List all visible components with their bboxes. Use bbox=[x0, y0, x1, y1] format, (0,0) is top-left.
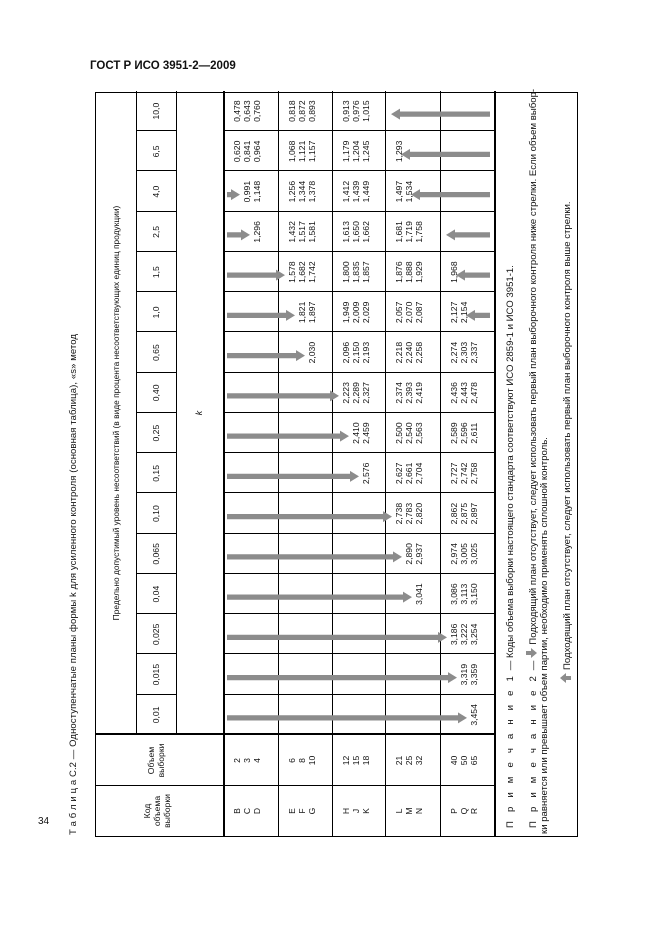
k-value: 1,256 bbox=[287, 180, 297, 203]
k-value: 2,393 bbox=[404, 382, 414, 404]
k-value: 2,410 bbox=[351, 422, 361, 444]
k-value: 1,439 bbox=[351, 180, 361, 203]
k-value: 2,374 bbox=[394, 382, 404, 404]
code-header-line: выборки bbox=[162, 794, 172, 828]
k-value: 1,534 bbox=[404, 180, 414, 203]
aql-level-0-15: 0,15 bbox=[151, 465, 161, 482]
sample-code: J bbox=[351, 808, 361, 814]
k-value: 2,611 bbox=[469, 422, 479, 444]
size-header-line: выборки bbox=[156, 743, 166, 778]
k-value: 0,841 bbox=[242, 140, 252, 163]
k-value: 1,015 bbox=[361, 100, 371, 122]
k-value: 2,596 bbox=[459, 422, 469, 444]
up-arrow-icon bbox=[391, 109, 490, 120]
sample-size: 4 bbox=[252, 758, 262, 763]
sample-size: 15 bbox=[351, 755, 361, 766]
sample-size: 25 bbox=[404, 755, 414, 766]
down-arrow-icon bbox=[227, 592, 412, 603]
document-id-header: ГОСТ Р ИСО 3951-2—2009 bbox=[90, 60, 236, 72]
k-value: 1,742 bbox=[307, 261, 317, 283]
sample-size: 10 bbox=[307, 755, 317, 766]
k-value: 1,681 bbox=[394, 221, 404, 243]
size-header-line: Объем bbox=[146, 746, 156, 775]
k-label: k bbox=[194, 410, 204, 416]
aql-header: Предельно допустимый уровень несоответствий (в виде процента несоответствующих единиц продукции) bbox=[111, 205, 121, 621]
k-value: 1,517 bbox=[297, 221, 307, 243]
k-value: 1,412 bbox=[341, 180, 351, 203]
k-value: 1,662 bbox=[361, 221, 371, 243]
aql-level-0-065: 0,065 bbox=[151, 543, 161, 565]
up-arrow-icon bbox=[466, 310, 490, 321]
k-value: 1,929 bbox=[414, 261, 424, 283]
k-value: 0,913 bbox=[341, 100, 351, 122]
k-value: 2,193 bbox=[361, 341, 371, 364]
aql-level-0-65: 0,65 bbox=[151, 344, 161, 361]
sample-size: 18 bbox=[361, 755, 371, 766]
k-value: 2,589 bbox=[449, 422, 459, 444]
k-value: 3,319 bbox=[459, 663, 469, 686]
k-value: 2,783 bbox=[404, 502, 414, 525]
up-arrow-icon bbox=[446, 229, 490, 240]
aql-level-0-025: 0,025 bbox=[151, 623, 161, 646]
k-value: 3,025 bbox=[469, 543, 479, 565]
aql-level-0-01: 0,01 bbox=[151, 706, 161, 724]
k-value: 1,497 bbox=[394, 180, 404, 203]
k-value: 1,204 bbox=[351, 140, 361, 163]
k-value: 2,303 bbox=[459, 341, 469, 364]
down-arrow-icon bbox=[227, 189, 240, 200]
aql-level-1-5: 1,5 bbox=[151, 266, 161, 279]
caption-text: — Одноступенчатые планы формы k для усиленного контроля (основная таблица), «s» метод bbox=[68, 333, 79, 760]
sample-size: 2 bbox=[232, 758, 242, 763]
k-value: 1,719 bbox=[404, 221, 414, 243]
k-value: 2,154 bbox=[459, 301, 469, 324]
k-value: 1,432 bbox=[287, 221, 297, 243]
down-arrow-icon bbox=[227, 672, 457, 683]
sample-size: 50 bbox=[459, 755, 469, 766]
note-1 bbox=[505, 265, 516, 828]
k-value: 1,068 bbox=[287, 140, 297, 163]
k-value: 2,897 bbox=[469, 502, 479, 525]
k-value: 2,890 bbox=[404, 543, 414, 565]
k-value: 0,643 bbox=[242, 100, 252, 122]
note-text: ки равняется или превышает объем партии, необходимо применять сплошной контроль. bbox=[539, 437, 550, 834]
aql-level-0-04: 0,04 bbox=[151, 585, 161, 603]
k-value: 0,818 bbox=[287, 100, 297, 122]
aql-level-0-015: 0,015 bbox=[151, 663, 161, 686]
note-text: — Коды объема выборки настоящего стандарта соответствуют ИСО 2859-1 и ИСО 3951-1. bbox=[505, 265, 516, 673]
k-value: 0,620 bbox=[232, 140, 242, 163]
k-value: 3,254 bbox=[469, 623, 479, 646]
k-value: 2,563 bbox=[414, 422, 424, 444]
k-value: 2,150 bbox=[351, 341, 361, 364]
sample-size: 40 bbox=[449, 755, 459, 766]
up-arrow-icon bbox=[411, 189, 490, 200]
table-caption bbox=[68, 334, 79, 835]
k-value: 1,121 bbox=[297, 140, 307, 163]
rotated-table-area bbox=[65, 88, 578, 837]
k-value: 2,127 bbox=[449, 301, 459, 324]
k-value: 2,627 bbox=[394, 462, 404, 485]
k-value: 2,704 bbox=[414, 462, 424, 485]
k-value: 1,344 bbox=[297, 180, 307, 203]
sample-code: R bbox=[469, 807, 479, 815]
note-label: П р и м е ч а н и е 1 bbox=[505, 672, 516, 828]
k-value: 0,964 bbox=[252, 140, 262, 163]
down-arrow-icon bbox=[227, 471, 359, 482]
k-value: 2,057 bbox=[394, 301, 404, 324]
k-value: 2,937 bbox=[414, 543, 424, 565]
k-value: 3,222 bbox=[459, 623, 469, 646]
note-text: Подходящий план отсутствует, следует использовать первый план выборочного контроля ниже стрелки. Если объем выбор- bbox=[528, 88, 539, 645]
k-value: 2,875 bbox=[459, 502, 469, 525]
note-2-continuation bbox=[539, 437, 550, 834]
k-value: 2,974 bbox=[449, 543, 459, 565]
k-value: 1,857 bbox=[361, 261, 371, 283]
sample-code: M bbox=[404, 807, 414, 815]
k-value: 1,296 bbox=[252, 221, 262, 243]
note-label: П р и м е ч а н и е 2 bbox=[528, 672, 539, 828]
sample-code: B bbox=[232, 808, 242, 814]
sample-size: 65 bbox=[469, 755, 479, 766]
down-arrow-icon bbox=[526, 648, 537, 658]
k-value: 2,274 bbox=[449, 341, 459, 364]
aql-level-6-5: 6,5 bbox=[151, 145, 161, 158]
code-header-line: Код bbox=[142, 803, 152, 819]
k-value: 2,727 bbox=[449, 462, 459, 485]
k-value: 1,835 bbox=[351, 261, 361, 283]
k-value: 2,540 bbox=[404, 422, 414, 444]
k-value: 2,738 bbox=[394, 502, 404, 525]
k-value: 0,478 bbox=[232, 100, 242, 122]
aql-level-4-0: 4,0 bbox=[151, 185, 161, 198]
k-value: 1,682 bbox=[297, 261, 307, 283]
k-value: 2,443 bbox=[459, 382, 469, 404]
note-3 bbox=[560, 201, 573, 686]
k-value: 2,029 bbox=[361, 301, 371, 324]
k-value: 1,148 bbox=[252, 180, 262, 203]
k-value: 1,293 bbox=[394, 140, 404, 163]
k-value: 1,821 bbox=[297, 301, 307, 324]
k-value: 1,876 bbox=[394, 261, 404, 283]
down-arrow-icon bbox=[227, 270, 285, 281]
down-arrow-icon bbox=[227, 551, 402, 562]
k-value: 0,991 bbox=[242, 180, 252, 203]
sample-code: G bbox=[307, 807, 317, 815]
sample-code: C bbox=[242, 807, 252, 815]
k-value: 2,478 bbox=[469, 382, 479, 404]
k-value: 1,581 bbox=[307, 221, 317, 243]
aql-level-0-25: 0,25 bbox=[151, 424, 161, 442]
sample-code: N bbox=[414, 807, 424, 815]
k-value: 0,976 bbox=[351, 100, 361, 122]
up-arrow-icon bbox=[401, 149, 490, 160]
sample-size: 12 bbox=[341, 755, 351, 766]
sample-code: P bbox=[449, 808, 459, 814]
k-value: 2,661 bbox=[404, 462, 414, 485]
k-value: 1,650 bbox=[351, 221, 361, 243]
down-arrow-icon bbox=[227, 310, 295, 321]
k-value: 2,030 bbox=[307, 341, 317, 364]
aql-level-1-0: 1,0 bbox=[151, 306, 161, 319]
down-arrow-icon bbox=[227, 632, 447, 643]
k-value: 1,888 bbox=[404, 261, 414, 283]
k-value: 1,613 bbox=[341, 221, 351, 243]
k-value: 3,186 bbox=[449, 623, 459, 646]
up-arrow-icon bbox=[560, 673, 571, 683]
aql-level-0-10: 0,10 bbox=[151, 505, 161, 522]
sample-size: 8 bbox=[297, 758, 307, 763]
k-value: 2,742 bbox=[459, 462, 469, 485]
k-value: 3,086 bbox=[449, 583, 459, 605]
up-arrow-icon bbox=[456, 270, 490, 281]
sample-code: F bbox=[297, 808, 307, 814]
k-value: 0,872 bbox=[297, 100, 307, 122]
k-value: 2,436 bbox=[449, 382, 459, 404]
plans-table bbox=[95, 88, 578, 837]
k-value: 2,223 bbox=[341, 382, 351, 404]
k-value: 3,150 bbox=[469, 583, 479, 605]
k-value: 2,070 bbox=[404, 301, 414, 324]
aql-level-10-0: 10,0 bbox=[151, 102, 161, 120]
down-arrow-icon bbox=[227, 390, 339, 401]
k-value: 2,087 bbox=[414, 301, 424, 324]
aql-level-2-5: 2,5 bbox=[151, 225, 161, 238]
sample-size: 6 bbox=[287, 758, 297, 763]
k-value: 2,500 bbox=[394, 422, 404, 444]
caption-label: Т а б л и ц а С.2 bbox=[68, 761, 79, 835]
code-header-line: объема bbox=[152, 795, 162, 827]
k-value: 2,576 bbox=[361, 462, 371, 485]
k-value: 2,240 bbox=[404, 341, 414, 364]
sample-code: E bbox=[287, 808, 297, 814]
sample-size: 21 bbox=[394, 755, 404, 766]
k-value: 1,245 bbox=[361, 140, 371, 163]
k-value: 3,113 bbox=[459, 583, 469, 605]
k-value: 2,820 bbox=[414, 502, 424, 525]
sample-code: Q bbox=[459, 807, 469, 815]
down-arrow-icon bbox=[227, 229, 250, 240]
k-value: 2,327 bbox=[361, 382, 371, 404]
aql-level-0-40: 0,40 bbox=[151, 384, 161, 402]
sample-code: K bbox=[361, 808, 371, 814]
sample-code: D bbox=[252, 807, 262, 815]
k-value: 2,258 bbox=[414, 341, 424, 364]
k-value: 2,419 bbox=[414, 382, 424, 404]
k-value: 2,758 bbox=[469, 462, 479, 485]
k-value: 1,949 bbox=[341, 301, 351, 324]
sample-size: 3 bbox=[242, 758, 252, 763]
k-value: 3,359 bbox=[469, 663, 479, 686]
k-value: 1,449 bbox=[361, 180, 371, 203]
down-arrow-icon bbox=[227, 511, 392, 522]
k-value: 1,378 bbox=[307, 180, 317, 203]
k-value: 2,096 bbox=[341, 341, 351, 364]
k-value: 3,454 bbox=[469, 704, 479, 726]
k-value: 1,578 bbox=[287, 261, 297, 283]
sample-size: 32 bbox=[414, 755, 424, 766]
page-number: 34 bbox=[38, 816, 50, 827]
k-value: 2,009 bbox=[351, 301, 361, 324]
k-value: 2,459 bbox=[361, 422, 371, 444]
k-value: 0,760 bbox=[252, 100, 262, 122]
k-value: 3,005 bbox=[459, 543, 469, 565]
k-value: 1,968 bbox=[449, 261, 459, 283]
k-value: 1,157 bbox=[307, 140, 317, 163]
k-value: 0,893 bbox=[307, 100, 317, 122]
k-value: 2,218 bbox=[394, 341, 404, 364]
k-value: 3,041 bbox=[414, 583, 424, 605]
sample-code: L bbox=[394, 808, 404, 814]
k-value: 2,337 bbox=[469, 341, 479, 364]
k-value: 1,758 bbox=[414, 221, 424, 243]
note-2: П р и м е ч а н и е 2 —Подходящий план отсутствует, следует использовать первый план выборочного контроля ниже стрелки. Если объем выбор- bbox=[528, 88, 539, 828]
down-arrow-icon bbox=[227, 712, 467, 723]
note-text: Подходящий план отсутствует, следует использовать первый план выборочного контроля выше стрелки. bbox=[562, 201, 573, 670]
k-value: 2,289 bbox=[351, 382, 361, 404]
down-arrow-icon bbox=[227, 431, 349, 442]
k-value: 1,800 bbox=[341, 261, 351, 283]
sample-code: H bbox=[341, 807, 351, 815]
down-arrow-icon bbox=[227, 350, 305, 361]
k-value: 1,897 bbox=[307, 301, 317, 324]
k-value: 2,862 bbox=[449, 502, 459, 525]
k-value: 1,179 bbox=[341, 140, 351, 163]
